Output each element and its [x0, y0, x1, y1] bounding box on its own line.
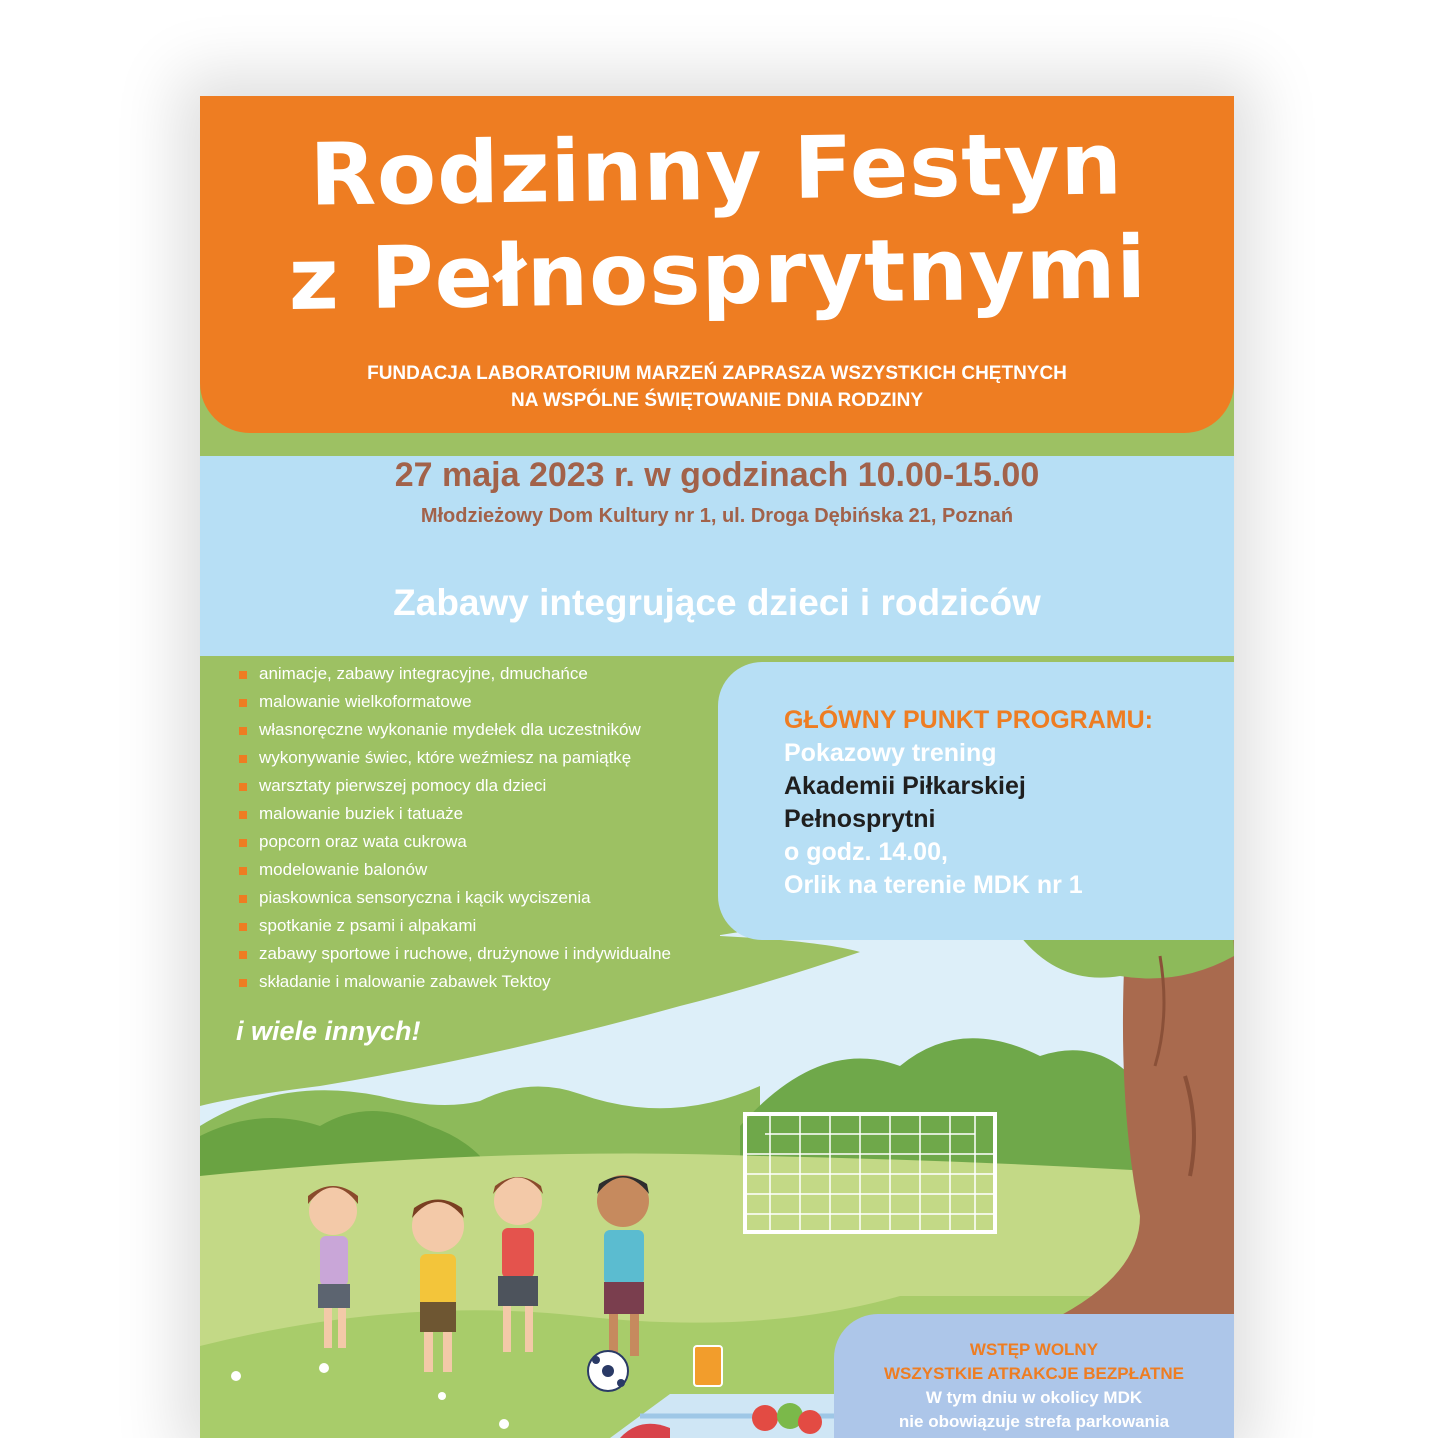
info-line-2: WSZYSTKIE ATRAKCJE BEZPŁATNE: [883, 1364, 1185, 1383]
title-line-1: Rodzinny Festyn: [309, 114, 1124, 226]
list-item: zabawy sportowe i ruchowe, drużynowe i indywidualne: [236, 942, 671, 970]
program-line-2: Akademii Piłkarskiej: [784, 772, 1026, 800]
event-date: 27 maja 2023 r. w godzinach 10.00-15.00: [394, 456, 1040, 494]
info-line-3: W tym dniu w okolicy MDK: [925, 1388, 1143, 1407]
activities-heading: Zabawy integrujące dzieci i rodziców: [393, 582, 1041, 623]
main-program-box: [718, 662, 1234, 940]
list-item: animacje, zabawy integracyjne, dmuchańce: [236, 662, 671, 690]
list-item: spotkanie z psami i alpakami: [236, 914, 671, 942]
program-text: [784, 704, 1153, 902]
title-line-2: z Pełnosprytnymi: [287, 218, 1148, 330]
program-line-5: Orlik na terenie MDK nr 1: [784, 871, 1083, 899]
list-item: wykonywanie świec, które weźmiesz na pamiątkę: [236, 746, 671, 774]
list-item: własnoręczne wykonanie mydełek dla uczestników: [236, 718, 671, 746]
program-line-4: o godz. 14.00,: [784, 838, 948, 866]
invite-line-1: FUNDACJA LABORATORIUM MARZEŃ ZAPRASZA WSZYSTKICH CHĘTNYCH: [367, 363, 1067, 384]
activities-list: [236, 662, 671, 998]
more-activities-note: i wiele innych!: [236, 1016, 421, 1046]
invite-line-2: NA WSPÓLNE ŚWIĘTOWANIE DNIA RODZINY: [510, 390, 924, 411]
list-item: modelowanie balonów: [236, 858, 671, 886]
list-item: malowanie wielkoformatowe: [236, 690, 671, 718]
admission-text: [834, 1338, 1234, 1434]
invitation-text: [200, 360, 1234, 414]
poster-title: [200, 111, 1234, 333]
list-item: składanie i malowanie zabawek Tektoy: [236, 970, 671, 998]
list-item: piaskownica sensoryczna i kącik wyciszenia: [236, 886, 671, 914]
program-label: GŁÓWNY PUNKT PROGRAMU:: [784, 706, 1153, 734]
event-address: Młodzieżowy Dom Kultury nr 1, ul. Droga Dębińska 21, Poznań: [420, 505, 1014, 527]
program-line-3: Pełnosprytni: [784, 805, 936, 833]
soccer-ball-icon: [588, 1351, 628, 1391]
list-item: warsztaty pierwszej pomocy dla dzieci: [236, 774, 671, 802]
header-banner: [200, 96, 1234, 433]
admission-info-box: [834, 1314, 1234, 1438]
juice-glass-icon: [694, 1346, 722, 1386]
program-line-1: Pokazowy trening: [784, 739, 997, 767]
festival-poster: [200, 96, 1234, 1438]
list-item: malowanie buziek i tatuaże: [236, 802, 671, 830]
info-line-1: WSTĘP WOLNY: [969, 1340, 1099, 1359]
info-line-4: nie obowiązuje strefa parkowania: [898, 1412, 1170, 1431]
list-item: popcorn oraz wata cukrowa: [236, 830, 671, 858]
